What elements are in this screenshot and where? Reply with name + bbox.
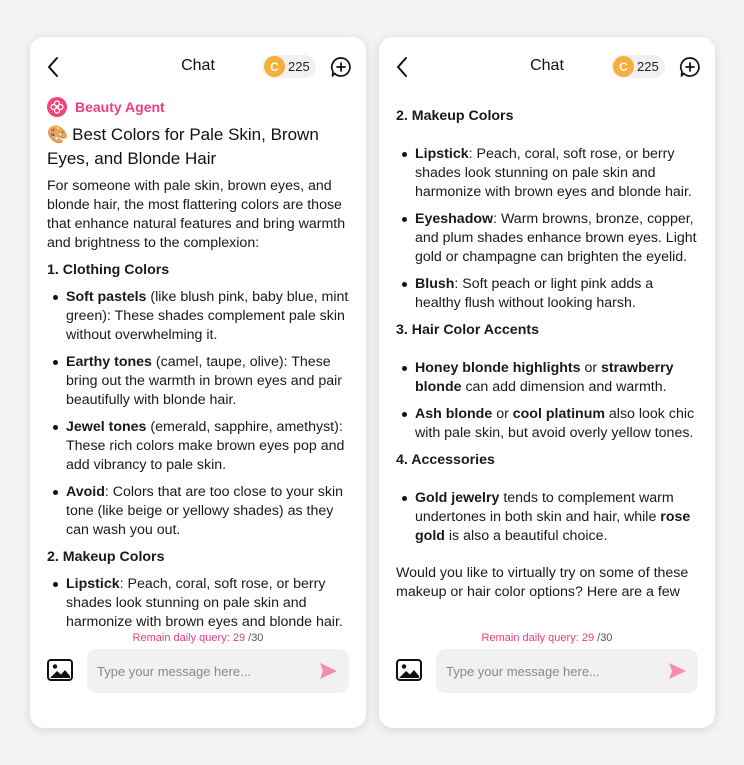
list-item: Avoid: Colors that are too close to your skin tone (like beige or yellowy shades) as they can wash you out. bbox=[47, 483, 350, 540]
coin-icon: C bbox=[613, 56, 634, 77]
accessories-list bbox=[396, 489, 699, 546]
hair-list bbox=[396, 359, 699, 443]
clothing-list bbox=[47, 288, 350, 540]
message-title: 🎨 Best Colors for Pale Skin, Brown Eyes, and Blonde Hair bbox=[47, 125, 319, 168]
intro-paragraph: For someone with pale skin, brown eyes, and blonde hair, the most flattering colors are those that enhance natural features and bring warmth and brightness to the complexion: bbox=[47, 178, 346, 251]
coin-balance[interactable] bbox=[262, 55, 316, 78]
list-item: Lipstick: Peach, coral, soft rose, or berry shades look stunning on pale skin and harmonize with brown eyes and blonde hair. bbox=[396, 145, 699, 202]
section-heading-clothing: 1. Clothing Colors bbox=[47, 262, 170, 278]
chat-screen-left bbox=[30, 37, 366, 728]
list-item: Jewel tones (emerald, sapphire, amethyst): These rich colors make brown eyes pop and add vibrancy to pale skin. bbox=[47, 418, 350, 475]
palette-icon: 🎨 bbox=[47, 125, 69, 144]
chat-header bbox=[379, 37, 715, 97]
chat-header bbox=[30, 37, 366, 97]
list-item: Earthy tones (camel, taupe, olive): These bring out the warmth in brown eyes and pair beautifully with blonde hair. bbox=[47, 353, 350, 410]
section-heading-hair: 3. Hair Color Accents bbox=[396, 322, 539, 338]
makeup-list bbox=[396, 145, 699, 313]
list-item: Eyeshadow: Warm browns, bronze, copper, and plum shades enhance brown eyes. Light gold or champagne can brighten the eyelid. bbox=[396, 210, 699, 267]
page-title: Chat bbox=[530, 57, 564, 74]
list-item: Gold jewelry tends to complement warm undertones in both skin and hair, while rose gold is also a beautiful choice. bbox=[396, 489, 699, 546]
image-icon[interactable] bbox=[396, 659, 422, 681]
agent-name: Beauty Agent bbox=[75, 98, 165, 115]
makeup-list bbox=[47, 575, 350, 632]
message-input[interactable] bbox=[446, 661, 646, 681]
page-title: Chat bbox=[181, 57, 215, 74]
coin-count: 225 bbox=[288, 59, 310, 74]
chat-screen-right bbox=[379, 37, 715, 728]
flower-icon bbox=[47, 97, 67, 117]
coin-icon: C bbox=[264, 56, 285, 77]
message-input[interactable] bbox=[97, 661, 297, 681]
coin-balance[interactable] bbox=[611, 55, 665, 78]
message-input-box bbox=[436, 649, 698, 693]
message-input-box bbox=[87, 649, 349, 693]
composer bbox=[30, 649, 366, 693]
message-content bbox=[30, 97, 366, 667]
new-chat-icon[interactable] bbox=[679, 56, 701, 78]
daily-quota: Remain daily query: 29 /30 bbox=[132, 632, 264, 644]
closing-paragraph: Would you like to virtually try on some of these makeup or hair color options? Here are a few bbox=[396, 565, 689, 600]
list-item: Lipstick: Peach, coral, soft rose, or berry shades look stunning on pale skin and harmonize with brown eyes and blonde hair. bbox=[47, 575, 350, 632]
message-content bbox=[379, 97, 715, 667]
section-heading-accessories: 4. Accessories bbox=[396, 452, 495, 468]
send-icon[interactable] bbox=[318, 661, 338, 681]
agent-label bbox=[47, 97, 350, 117]
send-icon[interactable] bbox=[667, 661, 687, 681]
list-item: Honey blonde highlights or strawberry blonde can add dimension and warmth. bbox=[396, 359, 699, 397]
list-item: Ash blonde or cool platinum also look chic with pale skin, but avoid overly yellow tones. bbox=[396, 405, 699, 443]
coin-count: 225 bbox=[637, 59, 659, 74]
section-heading-makeup: 2. Makeup Colors bbox=[396, 108, 514, 124]
composer bbox=[379, 649, 715, 693]
image-icon[interactable] bbox=[47, 659, 73, 681]
list-item: Blush: Soft peach or light pink adds a healthy flush without looking harsh. bbox=[396, 275, 699, 313]
daily-quota: Remain daily query: 29 /30 bbox=[481, 632, 613, 644]
list-item: Soft pastels (like blush pink, baby blue, mint green): These shades complement pale skin without overwhelming it. bbox=[47, 288, 350, 345]
section-heading-makeup: 2. Makeup Colors bbox=[47, 549, 165, 565]
new-chat-icon[interactable] bbox=[330, 56, 352, 78]
